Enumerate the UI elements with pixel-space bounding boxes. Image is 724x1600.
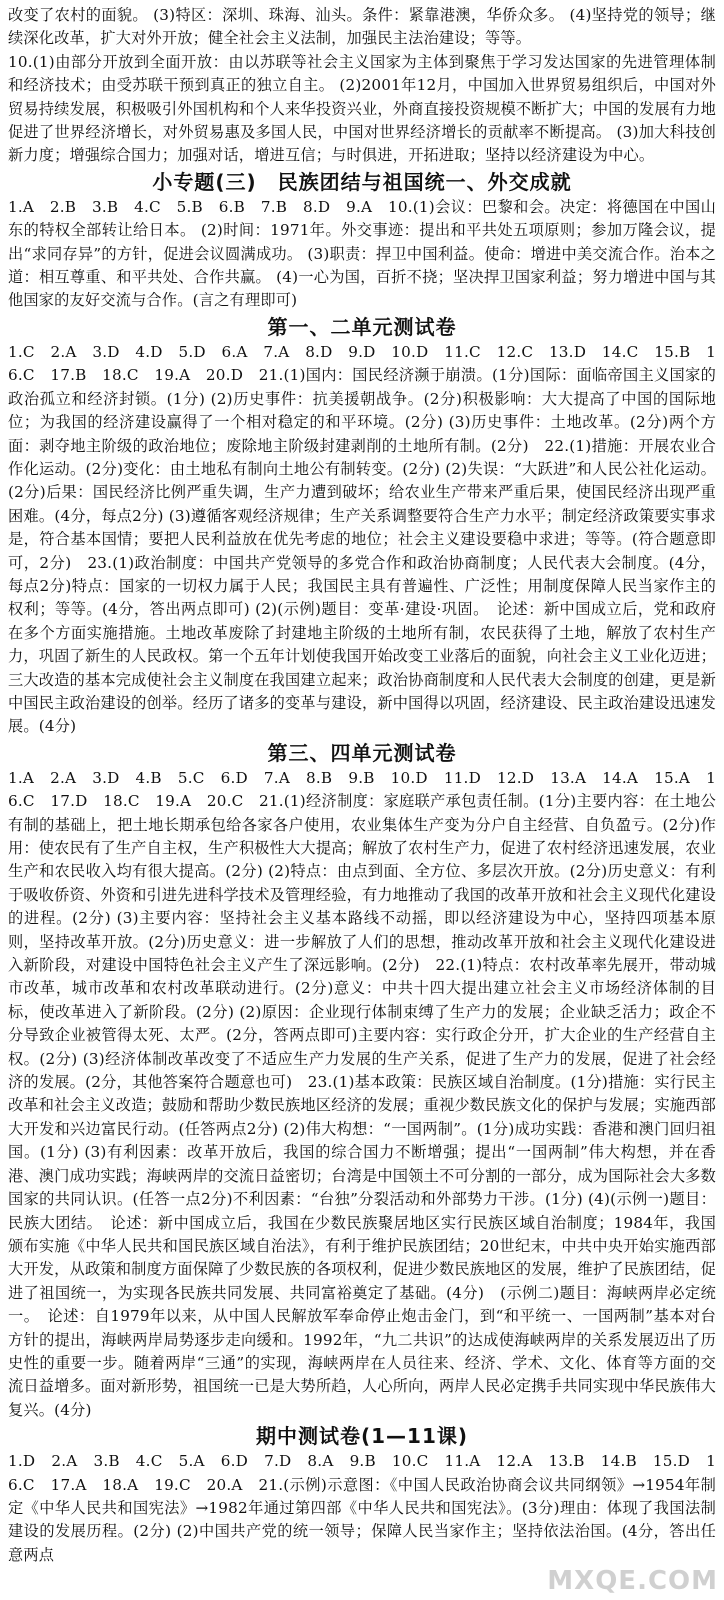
- section-title-midterm: 期中测试卷(1—11课): [255, 1424, 469, 1449]
- paragraph-3: 1.A 2.B 3.B 4.C 5.B 6.B 7.B 8.D 9.A 10.(1)会议：巴黎和会。决定：将德国在中国山东的特权全部转让给日本。 (2)时间：1971年。外交事迹：提出和平共处五项原则；参加万隆会议，提出“求同存异”的方针，促进会议圆满成功。 (3)职责：捍卫中国利益。使命：增进中美交流合作。治本之道：相互尊重、和平共处、合作共赢。 (4)一心为国，百折不挠；坚决捍卫国家利益；努力增进中国与其他国家的友好交流与合作。(言之有理即可): [8, 197, 716, 310]
- watermark-logo: MXQE.COM: [547, 1566, 718, 1596]
- section-title-unit-3-4: 第三、四单元测试卷: [267, 740, 457, 765]
- answer-page: [8, 4, 716, 1567]
- section-title-special-3: 小专题(三) 民族团结与祖国统一、外交成就: [152, 169, 572, 194]
- paragraph-5: 1.A 2.A 3.D 4.B 5.C 6.D 7.A 8.B 9.B 10.D 11.D 12.D 13.A 14.A 15.A 16.C 17.D 18.C 19.A 20.C 21.(1)经济制度：家庭联产承包责任制。(1分)主要内容：在土地公有制的基础上，把土地长期承包给各家各户使用，农业集体生产变为分户自主经营、自负盈亏。(2分)作用：使农民有了生产自主权，生产积极性大大提高；解放了农村生产力，促进了农村经济迅速发展，农业生产和农民收入均有很大提高。(2分) (2)特点：由点到面、全方位、多层次开放。(2分)历史意义：有利于吸收侨资、外资和引进先进科学技术及管理经验，有力地推动了我国的改革开放和社会主义现代化建设的进程。(2分) (3)主要内容：坚持社会主义基本路线不动摇，即以经济建设为中心，坚持四项基本原则，坚持改革开放。(2分)历史意义：进一步解放了人们的思想，推动改革开放和社会主义现代化建设进入新阶段，对建设中国特色社会主义产生了深远影响。(2分) 22.(1)特点：农村改革率先展开，带动城市改革，城市改革和农村改革联动进行。(2分)意义：中共十四大提出建立社会主义市场经济体制的目标，使改革进入了新阶段。(2分) (2)原因：企业现行体制束缚了生产力的发展；企业缺乏活力；政企不分导致企业被管得太死、太严。(2分，答两点即可)主要内容：实行政企分开，扩大企业的生产经营自主权。(2分) (3)经济体制改革改变了不适应生产力发展的生产关系，促进了生产力的发展，促进了社会经济的发展。(2分，其他答案符合题意也可) 23.(1)基本政策：民族区域自治制度。(1分)措施：实行民主改革和社会主义改造；鼓励和帮助少数民族地区经济的发展；重视少数民族文化的保护与发展；实施西部大开发和兴边富民行动。(任答两点2分) (2)伟大构想：“一国两制”。(1分)成功实践：香港和澳门回归祖国。(1分) (3)有利因素：改革开放后，我国的综合国力不断增强；提出“一国两制”伟大构想，并在香港、澳门成功实践；海峡两岸的交流日益密切；台湾是中国领土不可分割的一部分，成为国际社会大多数国家的共同认识。(任答一点2分)不利因素：“台独”分裂活动和外部势力干涉。(1分) (4)(示例一)题目：民族大团结。 论述：新中国成立后，我国在少数民族聚居地区实行民族区域自治制度；1984年，我国颁布实施《中华人民共和国民族区域自治法》，有利于维护民族团结；20世纪末，中共中央开始实施西部大开发，从政策和制度方面保障了少数民族的各项权利，促进少数民族地区的发展，维护了民族团结，促进了祖国统一，为实现各民族共同发展、共同富裕奠定了基础。(4分) (示例二)题目：海峡两岸必定统一。 论述：自1979年以来，从中国人民解放军奉命停止炮击金门，到“和平统一、一国两制”基本对台方针的提出，海峡两岸局势逐步走向缓和。1992年，“九二共识”的达成使海峡两岸的关系发展迈出了历史性的重要一步。随着两岸“三通”的实现，海峡两岸在人员往来、经济、学术、文化、体育等方面的交流日益增多。面对新形势，祖国统一已是大势所趋，人心所向，两岸人民必定携手共同实现中华民族伟大复兴。(4分): [8, 768, 716, 1419]
- paragraph-6: 1.D 2.A 3.B 4.C 5.A 6.D 7.D 8.A 9.B 10.C 11.A 12.A 13.B 14.B 15.D 16.C 17.A 18.A 19.C 20.A 21.(示例)示意图：《中国人民政治协商会议共同纲领》→1954年制定《中华人民共和国宪法》→1982年通过第四部《中华人民共和国宪法》。(3分)理由：体现了我国法制建设的发展历程。(2分) (2)中国共产党的统一领导；保障人民当家作主；坚持依法治国。(4分，答出任意两点: [8, 1452, 716, 1564]
- section-title-unit-1-2: 第一、二单元测试卷: [267, 314, 457, 339]
- paragraph-2: 10.(1)由部分开放到全面开放：由以苏联等社会主义国家为主体到聚焦于学习发达国家的先进管理体制和经济技术；由受苏联干预到真正的独立自主。 (2)2001年12月，中国加入世界贸易组织后，中国对外贸易持续发展，积极吸引外国机构和个人来华投资兴业，外商直接投资规模不断扩大；中国的发展有力地促进了世界经济增长，对外贸易惠及多国人民，中国对世界经济增长的贡献率不断提高。 (3)加大科技创新力度；增强综合国力；加强对话，增进互信；与时俱进，开拓进取；坚持以经济建设为中心。: [8, 52, 716, 165]
- paragraph-4: 1.C 2.A 3.D 4.D 5.D 6.A 7.A 8.D 9.D 10.D 11.C 12.C 13.D 14.C 15.B 16.C 17.B 18.C 19.A 20.D 21.(1)国内：国民经济濒于崩溃。(1分)国际：面临帝国主义国家的政治孤立和经济封锁。(1分) (2)历史事件：抗美援朝战争。(2分)积极影响：大大提高了中国的国际地位；为我国的经济建设赢得了一个相对稳定的和平环境。(2分) (3)历史事件：土地改革。(2分)两个方面：剥夺地主阶级的政治地位；废除地主阶级封建剥削的土地所有制。(2分) 22.(1)措施：开展农业合作化运动。(2分)变化：由土地私有制向土地公有制转变。(2分) (2)失误：“大跃进”和人民公社化运动。(2分)后果：国民经济比例严重失调，生产力遭到破坏；给农业生产带来严重后果，使国民经济出现严重困难。(4分，每点2分) (3)遵循客观经济规律；生产关系调整要符合生产力水平；制定经济政策要实事求是，符合基本国情；要把人民利益放在优先考虑的地位；社会主义建设要稳中求进；等等。(符合题意即可，2分) 23.(1)政治制度：中国共产党领导的多党合作和政治协商制度；人民代表大会制度。(4分，每点2分)特点：国家的一切权力属于人民；我国民主具有普遍性、广泛性；用制度保障人民当家作主的权利；等等。(4分，答出两点即可) (2)(示例)题目：变革·建设·巩固。 论述：新中国成立后，党和政府在多个方面实施措施。土地改革废除了封建地主阶级的土地所有制，农民获得了土地，解放了农村生产力，巩固了新生的人民政权。第一个五年计划使我国开始改变工业落后的面貌，向社会主义工业化迈进；三大改造的基本完成使社会主义制度在我国建立起来；政治协商制度和人民代表大会制度的创建，更是新中国民主政治建设的创举。经历了诸多的变革与建设，新中国得以巩固，经济建设、民主政治建设迅速发展。(4分): [8, 342, 716, 736]
- paragraph-1: 改变了农村的面貌。 (3)特区：深圳、珠海、汕头。条件：紧靠港澳，华侨众多。 (4)坚持党的领导；继续深化改革，扩大对外开放；健全社会主义法制，加强民主法治建设；等等。: [8, 6, 716, 48]
